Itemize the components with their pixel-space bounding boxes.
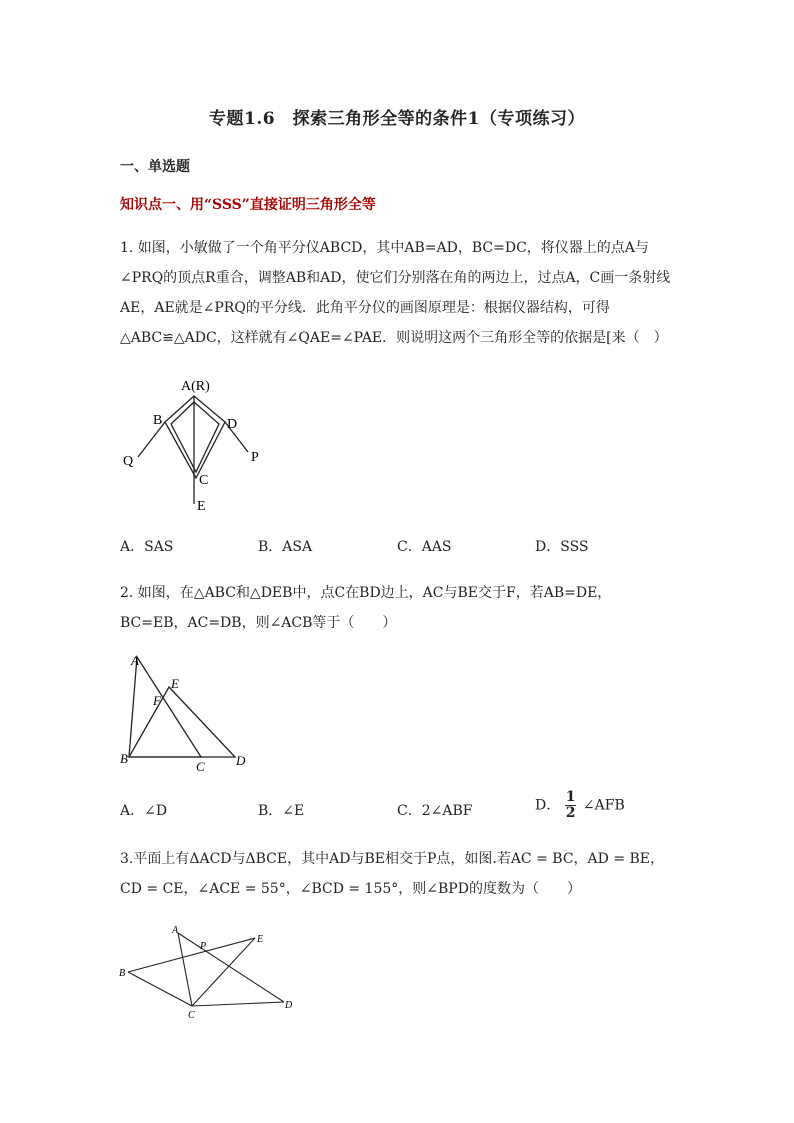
segment-ac — [178, 933, 192, 1006]
q2-option-d-letter: D． — [535, 797, 561, 814]
inner-kite — [171, 402, 219, 472]
one-half-fraction — [565, 790, 577, 821]
label-a: A — [131, 653, 139, 668]
q1-option-d[interactable]: D．SSS — [535, 539, 589, 555]
label-a: A(R) — [181, 379, 210, 394]
label-c: C — [199, 473, 209, 488]
outer-kite — [165, 396, 225, 478]
label-e: E — [171, 676, 179, 691]
question-2-figure — [118, 650, 258, 775]
label-b: B — [153, 413, 163, 428]
label-p: P — [251, 450, 259, 465]
label-d: D — [227, 417, 238, 432]
segment-be — [128, 938, 255, 972]
label-c: C — [196, 759, 205, 774]
label-e: E — [257, 934, 264, 945]
question-3-line-1: 3.平面上有ΔACD与ΔBCE，其中AD与BE相交于P点，如图.若AC = BC，AD = BE， — [120, 851, 665, 867]
q1-option-b[interactable]: B．ASA — [258, 539, 313, 555]
label-b: B — [119, 968, 126, 979]
q1-option-c[interactable]: C．AAS — [397, 539, 452, 555]
label-e: E — [197, 499, 206, 514]
knowledge-point-heading: 知识点一、用“SSS”直接证明三角形全等 — [120, 197, 376, 213]
segment-ad — [178, 933, 284, 1002]
fraction-numerator: 1 — [565, 789, 576, 805]
q2-option-b[interactable]: B．∠E — [258, 803, 305, 819]
q1-option-a[interactable]: A．SAS — [120, 539, 174, 555]
question-3-figure — [118, 922, 308, 1022]
question-2-text: 2. 如图，在△ABC和△DEB中，点C在BD边上，AC与BE交于F，若AB=DE，BC=EB，AC=DB，则∠ACB等于（ ） — [120, 585, 612, 631]
q2-option-d-angle: ∠AFB — [582, 797, 625, 814]
label-b: B — [120, 751, 128, 766]
page-title: 专题1.6 探索三角形全等的条件1（专项练习） — [209, 109, 585, 129]
label-p: P — [200, 941, 207, 952]
question-3-line-2: CD = CE，∠ACE = 55°，∠BCD = 155°，则∠BPD的度数为（ ） — [120, 881, 581, 897]
label-q: Q — [123, 454, 134, 469]
label-d: D — [285, 1000, 293, 1011]
question-1-text: 1. 如图，小敏做了一个角平分仪ABCD，其中AB=AD，BC=DC，将仪器上的点A与∠PRQ的顶点R重合，调整AB和AD，使它们分别落在角的两边上，过点A，C画一条射线AE，AE就是∠PRQ的平分线．此角平分仪的画图原理是：根据仪器结构，可得△ABC≌△ADC，这样就有∠QAE=∠PAE．则说明这两个三角形全等的依据是[来（ ） — [120, 240, 671, 346]
section-heading: 一、单选题 — [120, 159, 190, 175]
label-d: D — [236, 753, 246, 768]
triangle-abc — [129, 657, 201, 757]
q2-option-a[interactable]: A．∠D — [120, 803, 168, 819]
label-a: A — [172, 925, 179, 936]
label-c: C — [188, 1010, 195, 1021]
label-f: F — [153, 693, 161, 708]
triangle-deb — [129, 687, 235, 757]
question-1-figure — [120, 372, 280, 517]
q2-option-c[interactable]: C．2∠ABF — [397, 803, 473, 819]
fraction-denominator: 2 — [565, 805, 576, 821]
q2-option-d[interactable] — [535, 790, 625, 821]
segment-cd — [192, 1002, 284, 1006]
question-3-text — [120, 844, 675, 904]
segment-bc — [128, 972, 192, 1006]
